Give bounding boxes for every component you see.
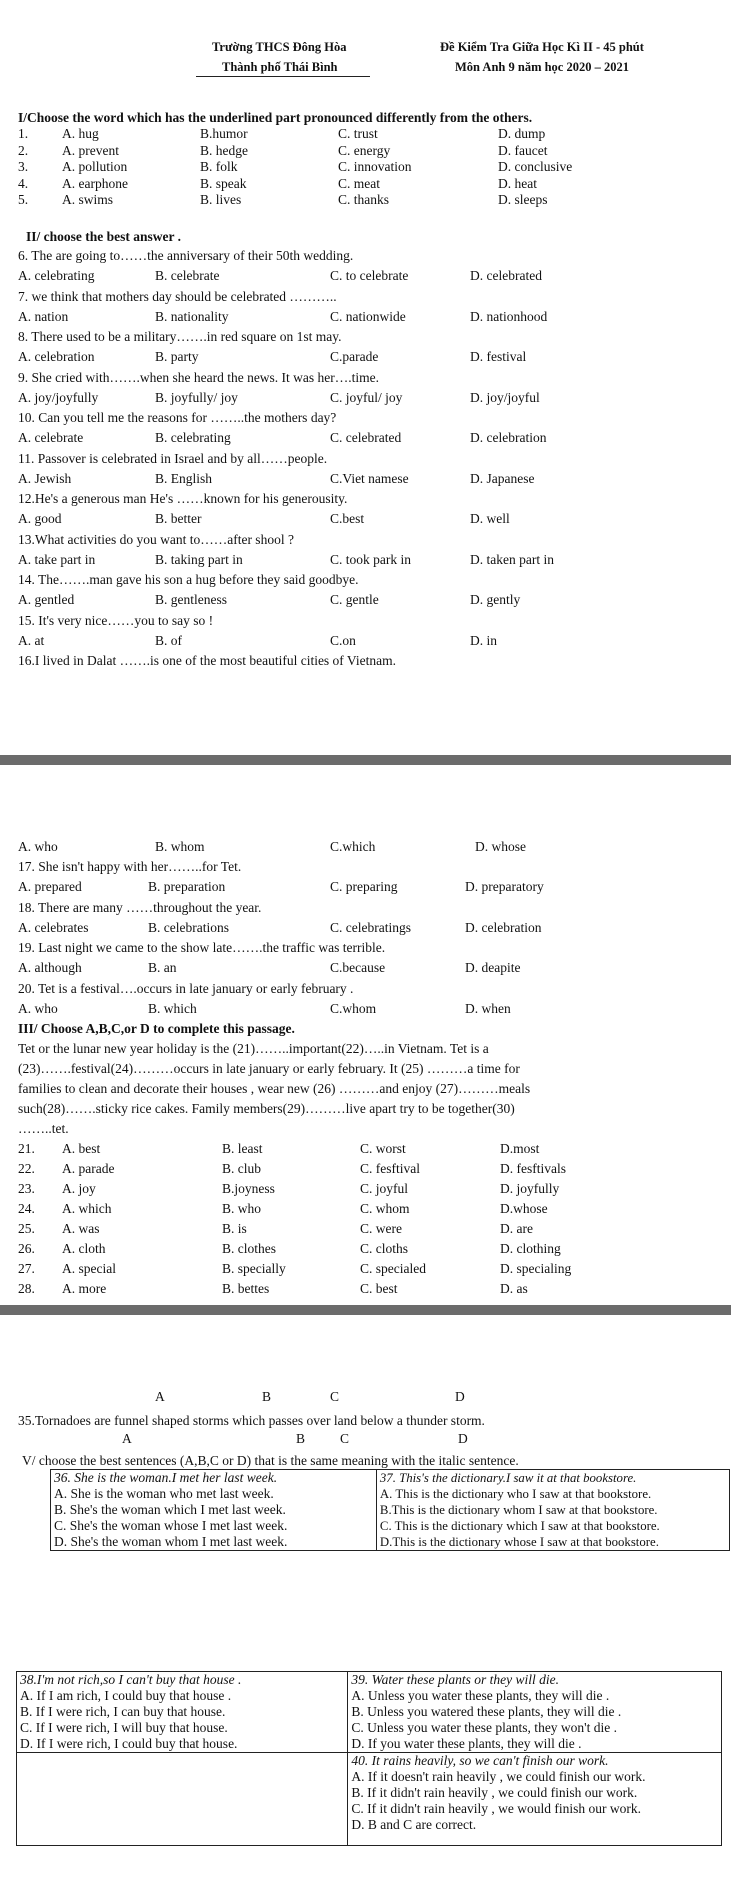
- option-d[interactable]: D. celebrated: [470, 268, 542, 283]
- option-b[interactable]: B. party: [155, 349, 199, 364]
- school-name: Trường THCS Đông Hòa: [212, 40, 347, 54]
- option-c[interactable]: C.parade: [330, 349, 379, 364]
- option-c[interactable]: C. innovation: [338, 159, 412, 174]
- option-b[interactable]: B. least: [222, 1141, 263, 1156]
- section2-title: II/ choose the best answer .: [26, 229, 181, 244]
- question-number: 5.: [18, 192, 29, 207]
- option-d[interactable]: D. conclusive: [498, 159, 573, 174]
- option-b[interactable]: B. who: [222, 1201, 262, 1216]
- option-b[interactable]: B. hedge: [200, 142, 248, 158]
- option-c[interactable]: C. fesftival: [360, 1161, 420, 1176]
- option-a[interactable]: A. which: [62, 1201, 112, 1216]
- option-d[interactable]: D. nationhood: [470, 308, 548, 324]
- error-letter: A: [155, 1389, 165, 1404]
- option-a[interactable]: A. cloth: [62, 1241, 106, 1256]
- option-d[interactable]: D.whose: [500, 1201, 548, 1216]
- option-c[interactable]: C. were: [360, 1221, 402, 1236]
- option-b[interactable]: B. club: [222, 1161, 261, 1176]
- q37-option-c[interactable]: C. This is the dictionary which I saw at that bookstore.: [379, 1519, 660, 1533]
- option-c[interactable]: C. preparing: [330, 879, 398, 894]
- question-text: 8. There used to be a military…….in red square on 1st may.: [18, 329, 342, 344]
- q36-q37-table: [50, 1469, 730, 1551]
- option-d[interactable]: D. deapite: [465, 960, 521, 975]
- option-b[interactable]: B. specially: [222, 1261, 286, 1276]
- option-a[interactable]: A. although: [18, 960, 82, 975]
- subject-line: Môn Anh 9 năm học 2020 – 2021: [455, 60, 629, 74]
- option-c[interactable]: C.which: [330, 839, 376, 854]
- option-d[interactable]: D. in: [470, 632, 497, 648]
- page-1: [0, 0, 731, 755]
- option-a[interactable]: A. celebration: [18, 349, 95, 364]
- question-text: 19. Last night we came to the show late…….the traffic was terrible.: [18, 940, 386, 955]
- option-c[interactable]: C. energy: [338, 142, 391, 158]
- option-c[interactable]: C.best: [330, 511, 365, 526]
- q36-question: 36. She is the woman.I met her last week.: [54, 1470, 278, 1485]
- option-c[interactable]: C. celebratings: [330, 919, 411, 935]
- error-letter: D: [458, 1431, 468, 1446]
- q36-option-a[interactable]: A. She is the woman who met last week.: [54, 1486, 274, 1501]
- option-a[interactable]: A. at: [18, 632, 45, 648]
- option-d[interactable]: D. heat: [498, 175, 537, 191]
- option-b[interactable]: B.joyness: [222, 1181, 275, 1196]
- passage-line: such(28)…….sticky rice cakes. Family members(29)………live apart try to be together(30): [18, 1101, 515, 1116]
- option-a[interactable]: A. special: [62, 1261, 116, 1276]
- question-text: 15. It's very nice……you to say so !: [18, 612, 214, 628]
- question-text: 11. Passover is celebrated in Israel and by all……people.: [18, 450, 328, 466]
- passage-line: ……..tet.: [18, 1121, 69, 1136]
- option-c[interactable]: C.Viet namese: [330, 470, 409, 486]
- option-d[interactable]: D. well: [470, 511, 510, 526]
- option-b[interactable]: B. speak: [200, 175, 247, 191]
- option-d[interactable]: D. gently: [470, 592, 521, 607]
- q36-option-d[interactable]: D. She's the woman whom I met last week.: [54, 1534, 288, 1549]
- q38-option-c[interactable]: C. If I were rich, I will buy that house.: [20, 1720, 228, 1735]
- question-number: 26.: [18, 1241, 35, 1256]
- option-a[interactable]: A. celebrating: [18, 268, 95, 283]
- option-a[interactable]: A. joy/joyfully: [18, 389, 99, 405]
- option-a[interactable]: A. prepared: [18, 879, 82, 894]
- q39-option-c[interactable]: C. Unless you water these plants, they won't die .: [351, 1720, 617, 1735]
- option-d[interactable]: D. clothing: [500, 1241, 561, 1256]
- section3-title: III/ Choose A,B,C,or D to complete this passage.: [18, 1021, 295, 1036]
- option-b[interactable]: B. gentleness: [155, 592, 227, 607]
- option-a[interactable]: A. who: [18, 1000, 58, 1016]
- option-b[interactable]: B. whom: [155, 839, 205, 854]
- option-c[interactable]: C. whom: [360, 1201, 410, 1216]
- option-b[interactable]: B. English: [155, 470, 213, 486]
- option-d[interactable]: D.most: [500, 1141, 540, 1156]
- option-d[interactable]: D. specialing: [500, 1261, 572, 1276]
- option-c[interactable]: C. took park in: [330, 551, 411, 567]
- option-b[interactable]: B. preparation: [148, 879, 226, 894]
- header-underline: [196, 76, 370, 77]
- option-a[interactable]: A. nation: [18, 308, 69, 324]
- page-3: [0, 1315, 731, 1878]
- question-number: 2.: [18, 142, 29, 158]
- passage-line: (23)…….festival(24)………occurs in late january or early february. It (25) ………a time for: [18, 1061, 520, 1076]
- option-d[interactable]: D. dump: [498, 126, 546, 141]
- q37-option-a[interactable]: A. This is the dictionary who I saw at that bookstore.: [379, 1487, 652, 1501]
- option-c[interactable]: C. nationwide: [330, 308, 406, 324]
- section5-title: V/ choose the best sentences (A,B,C or D) that is the same meaning with the italic sentence.: [22, 1453, 519, 1468]
- q40-option-c[interactable]: C. If it didn't rain heavily , we would finish our work.: [351, 1801, 641, 1816]
- option-b[interactable]: B. celebrations: [148, 919, 229, 935]
- option-b[interactable]: B.humor: [200, 126, 248, 141]
- option-b[interactable]: B. of: [155, 632, 182, 648]
- q37-option-b[interactable]: B.This is the dictionary whom I saw at that bookstore.: [379, 1503, 658, 1517]
- q39-option-d[interactable]: D. If you water these plants, they will die .: [351, 1736, 582, 1751]
- option-a[interactable]: A. parade: [62, 1161, 115, 1176]
- error-letter: B: [296, 1431, 306, 1446]
- q40-option-b[interactable]: B. If it didn't rain heavily , we could finish our work.: [351, 1785, 638, 1800]
- question-text: 9. She cried with…….when she heard the news. It was her….time.: [18, 369, 380, 385]
- question-text: 7. we think that mothers day should be celebrated ………..: [18, 288, 337, 304]
- q36-option-c[interactable]: C. She's the woman whose I met last week.: [54, 1518, 288, 1533]
- option-d[interactable]: D. whose: [475, 839, 526, 854]
- option-d[interactable]: D. celebration: [465, 919, 542, 935]
- option-c[interactable]: C. meat: [338, 175, 380, 191]
- option-d[interactable]: D. faucet: [498, 142, 548, 158]
- option-c[interactable]: C. best: [360, 1281, 398, 1296]
- option-a[interactable]: A. was: [62, 1221, 100, 1236]
- option-c[interactable]: C. thanks: [338, 192, 390, 207]
- question-text: 13.What activities do you want to……after shool ?: [18, 531, 294, 547]
- q38-option-b[interactable]: B. If I were rich, I can buy that house.: [20, 1704, 226, 1719]
- question-text: 14. The…….man gave his son a hug before they said goodbye.: [18, 572, 359, 587]
- option-b[interactable]: B. nationality: [155, 308, 229, 324]
- option-b[interactable]: B. an: [148, 960, 177, 975]
- q40-option-d[interactable]: D. B and C are correct.: [351, 1817, 477, 1832]
- question-text: 16.I lived in Dalat …….is one of the most beautiful cities of Vietnam.: [18, 653, 396, 668]
- option-a[interactable]: A. best: [62, 1141, 101, 1156]
- q40-option-a[interactable]: A. If it doesn't rain heavily , we could finish our work.: [351, 1769, 646, 1784]
- option-c[interactable]: C. to celebrate: [330, 268, 409, 283]
- error-letter: A: [122, 1431, 132, 1446]
- q36-option-b[interactable]: B. She's the woman which I met last week.: [54, 1502, 286, 1517]
- question-text: 20. Tet is a festival….occurs in late january or early february .: [18, 980, 354, 996]
- option-b[interactable]: B. celebrating: [155, 430, 231, 445]
- option-b[interactable]: B. joyfully/ joy: [155, 389, 238, 405]
- city-name: Thành phố Thái Bình: [222, 60, 338, 74]
- option-a[interactable]: A. celebrates: [18, 919, 89, 935]
- option-c[interactable]: C. cloths: [360, 1241, 409, 1256]
- option-c[interactable]: C.whom: [330, 1000, 377, 1016]
- option-c[interactable]: C. gentle: [330, 592, 379, 607]
- option-d[interactable]: D. preparatory: [465, 879, 544, 894]
- option-d[interactable]: D. joyfully: [500, 1181, 560, 1196]
- error-letter: D: [455, 1389, 465, 1404]
- option-d[interactable]: D. fesftivals: [500, 1161, 566, 1176]
- option-d[interactable]: D. are: [500, 1221, 533, 1236]
- option-c[interactable]: C. joyful: [360, 1181, 409, 1196]
- option-a[interactable]: A. good: [18, 511, 62, 526]
- question-number: 4.: [18, 175, 29, 191]
- option-a[interactable]: A. celebrate: [18, 430, 84, 445]
- q38-option-a[interactable]: A. If I am rich, I could buy that house .: [20, 1688, 232, 1703]
- option-d[interactable]: D. sleeps: [498, 192, 548, 207]
- q40-question: 40. It rains heavily, so we can't finish our work.: [351, 1753, 609, 1768]
- question-number: 1.: [18, 126, 29, 141]
- page-gap: [0, 755, 731, 765]
- question-number: 21.: [18, 1141, 35, 1156]
- question-text: 12.He's a generous man He's ……known for his generousity.: [18, 491, 348, 506]
- option-d[interactable]: D. celebration: [470, 430, 547, 445]
- section1-title: I/Choose the word which has the underlined part pronounced differently from the others.: [18, 110, 533, 125]
- q39-option-b[interactable]: B. Unless you watered these plants, they will die .: [351, 1704, 622, 1719]
- question-text: 18. There are many ……throughout the year.: [18, 899, 262, 915]
- passage-line: Tet or the lunar new year holiday is the (21)……..important(22)…..in Vietnam. Tet is a: [18, 1041, 489, 1056]
- page-2: [0, 765, 731, 1305]
- q38-question: 38.I'm not rich,so I can't buy that house .: [20, 1672, 242, 1687]
- option-b[interactable]: B. lives: [200, 192, 242, 207]
- option-c[interactable]: C.on: [330, 632, 356, 648]
- option-a[interactable]: A. pollution: [62, 159, 128, 174]
- q38-option-d[interactable]: D. If I were rich, I could buy that house.: [20, 1736, 238, 1751]
- option-a[interactable]: A. take part in: [18, 551, 96, 567]
- question-number: 28.: [18, 1281, 35, 1296]
- option-a[interactable]: A. prevent: [62, 142, 119, 158]
- question-number: 3.: [18, 159, 29, 174]
- question-text: 17. She isn't happy with her……..for Tet.: [18, 859, 242, 874]
- option-d[interactable]: D. Japanese: [470, 470, 535, 486]
- option-a[interactable]: A. gentled: [18, 592, 75, 607]
- option-a[interactable]: A. swims: [62, 192, 114, 207]
- option-c[interactable]: C. trust: [338, 126, 378, 141]
- option-c[interactable]: C. worst: [360, 1141, 406, 1156]
- option-b[interactable]: B. better: [155, 511, 202, 526]
- question-number: 24.: [18, 1201, 35, 1216]
- option-b[interactable]: B. bettes: [222, 1281, 270, 1296]
- question-text: 6. The are going to……the anniversary of their 50th wedding.: [18, 248, 354, 263]
- question-text: 35.Tornadoes are funnel shaped storms which passes over land below a thunder storm.: [18, 1413, 485, 1428]
- q37-option-d[interactable]: D.This is the dictionary whose I saw at that bookstore.: [379, 1535, 659, 1549]
- q37-question: 37. This's the dictionary.I saw it at that bookstore.: [379, 1471, 637, 1485]
- question-text: 10. Can you tell me the reasons for ……..the mothers day?: [18, 410, 337, 425]
- option-b[interactable]: B. folk: [200, 159, 238, 174]
- option-a[interactable]: A. Jewish: [18, 470, 72, 486]
- option-a[interactable]: A. earphone: [62, 175, 128, 191]
- option-b[interactable]: B. which: [148, 1000, 197, 1016]
- option-b[interactable]: B. taking part in: [155, 551, 243, 567]
- option-d[interactable]: D. festival: [470, 349, 527, 364]
- option-d[interactable]: D. as: [500, 1281, 528, 1296]
- question-number: 22.: [18, 1161, 35, 1176]
- option-d[interactable]: D. joy/joyful: [470, 389, 540, 405]
- passage-line: families to clean and decorate their houses , wear new (26) ………and enjoy (27)………meals: [18, 1081, 531, 1096]
- question-number: 23.: [18, 1181, 35, 1196]
- option-d[interactable]: D. taken part in: [470, 551, 554, 567]
- option-a[interactable]: A. joy: [62, 1181, 96, 1196]
- question-number: 27.: [18, 1261, 35, 1276]
- error-letter: B: [262, 1389, 272, 1404]
- q39-question: 39. Water these plants or they will die.: [351, 1672, 559, 1687]
- error-letter: C: [340, 1431, 350, 1446]
- option-c[interactable]: C. joyful/ joy: [330, 389, 403, 405]
- error-letter: C: [330, 1389, 340, 1404]
- q39-option-a[interactable]: A. Unless you water these plants, they will die .: [351, 1688, 610, 1703]
- question-number: 25.: [18, 1221, 35, 1236]
- option-c[interactable]: C. specialed: [360, 1261, 426, 1276]
- q38-q40-table: [16, 1671, 722, 1846]
- option-a[interactable]: A. hug: [62, 126, 99, 141]
- exam-title: Đề Kiểm Tra Giữa Học Kì II - 45 phút: [440, 40, 644, 54]
- option-d[interactable]: D. when: [465, 1000, 511, 1016]
- option-b[interactable]: B. clothes: [222, 1241, 276, 1256]
- page-gap: [0, 1305, 731, 1315]
- option-a[interactable]: A. more: [62, 1281, 107, 1296]
- option-c[interactable]: C. celebrated: [330, 430, 402, 445]
- option-b[interactable]: B. celebrate: [155, 268, 220, 283]
- option-c[interactable]: C.because: [330, 960, 386, 975]
- option-a[interactable]: A. who: [18, 839, 58, 854]
- option-b[interactable]: B. is: [222, 1221, 247, 1236]
